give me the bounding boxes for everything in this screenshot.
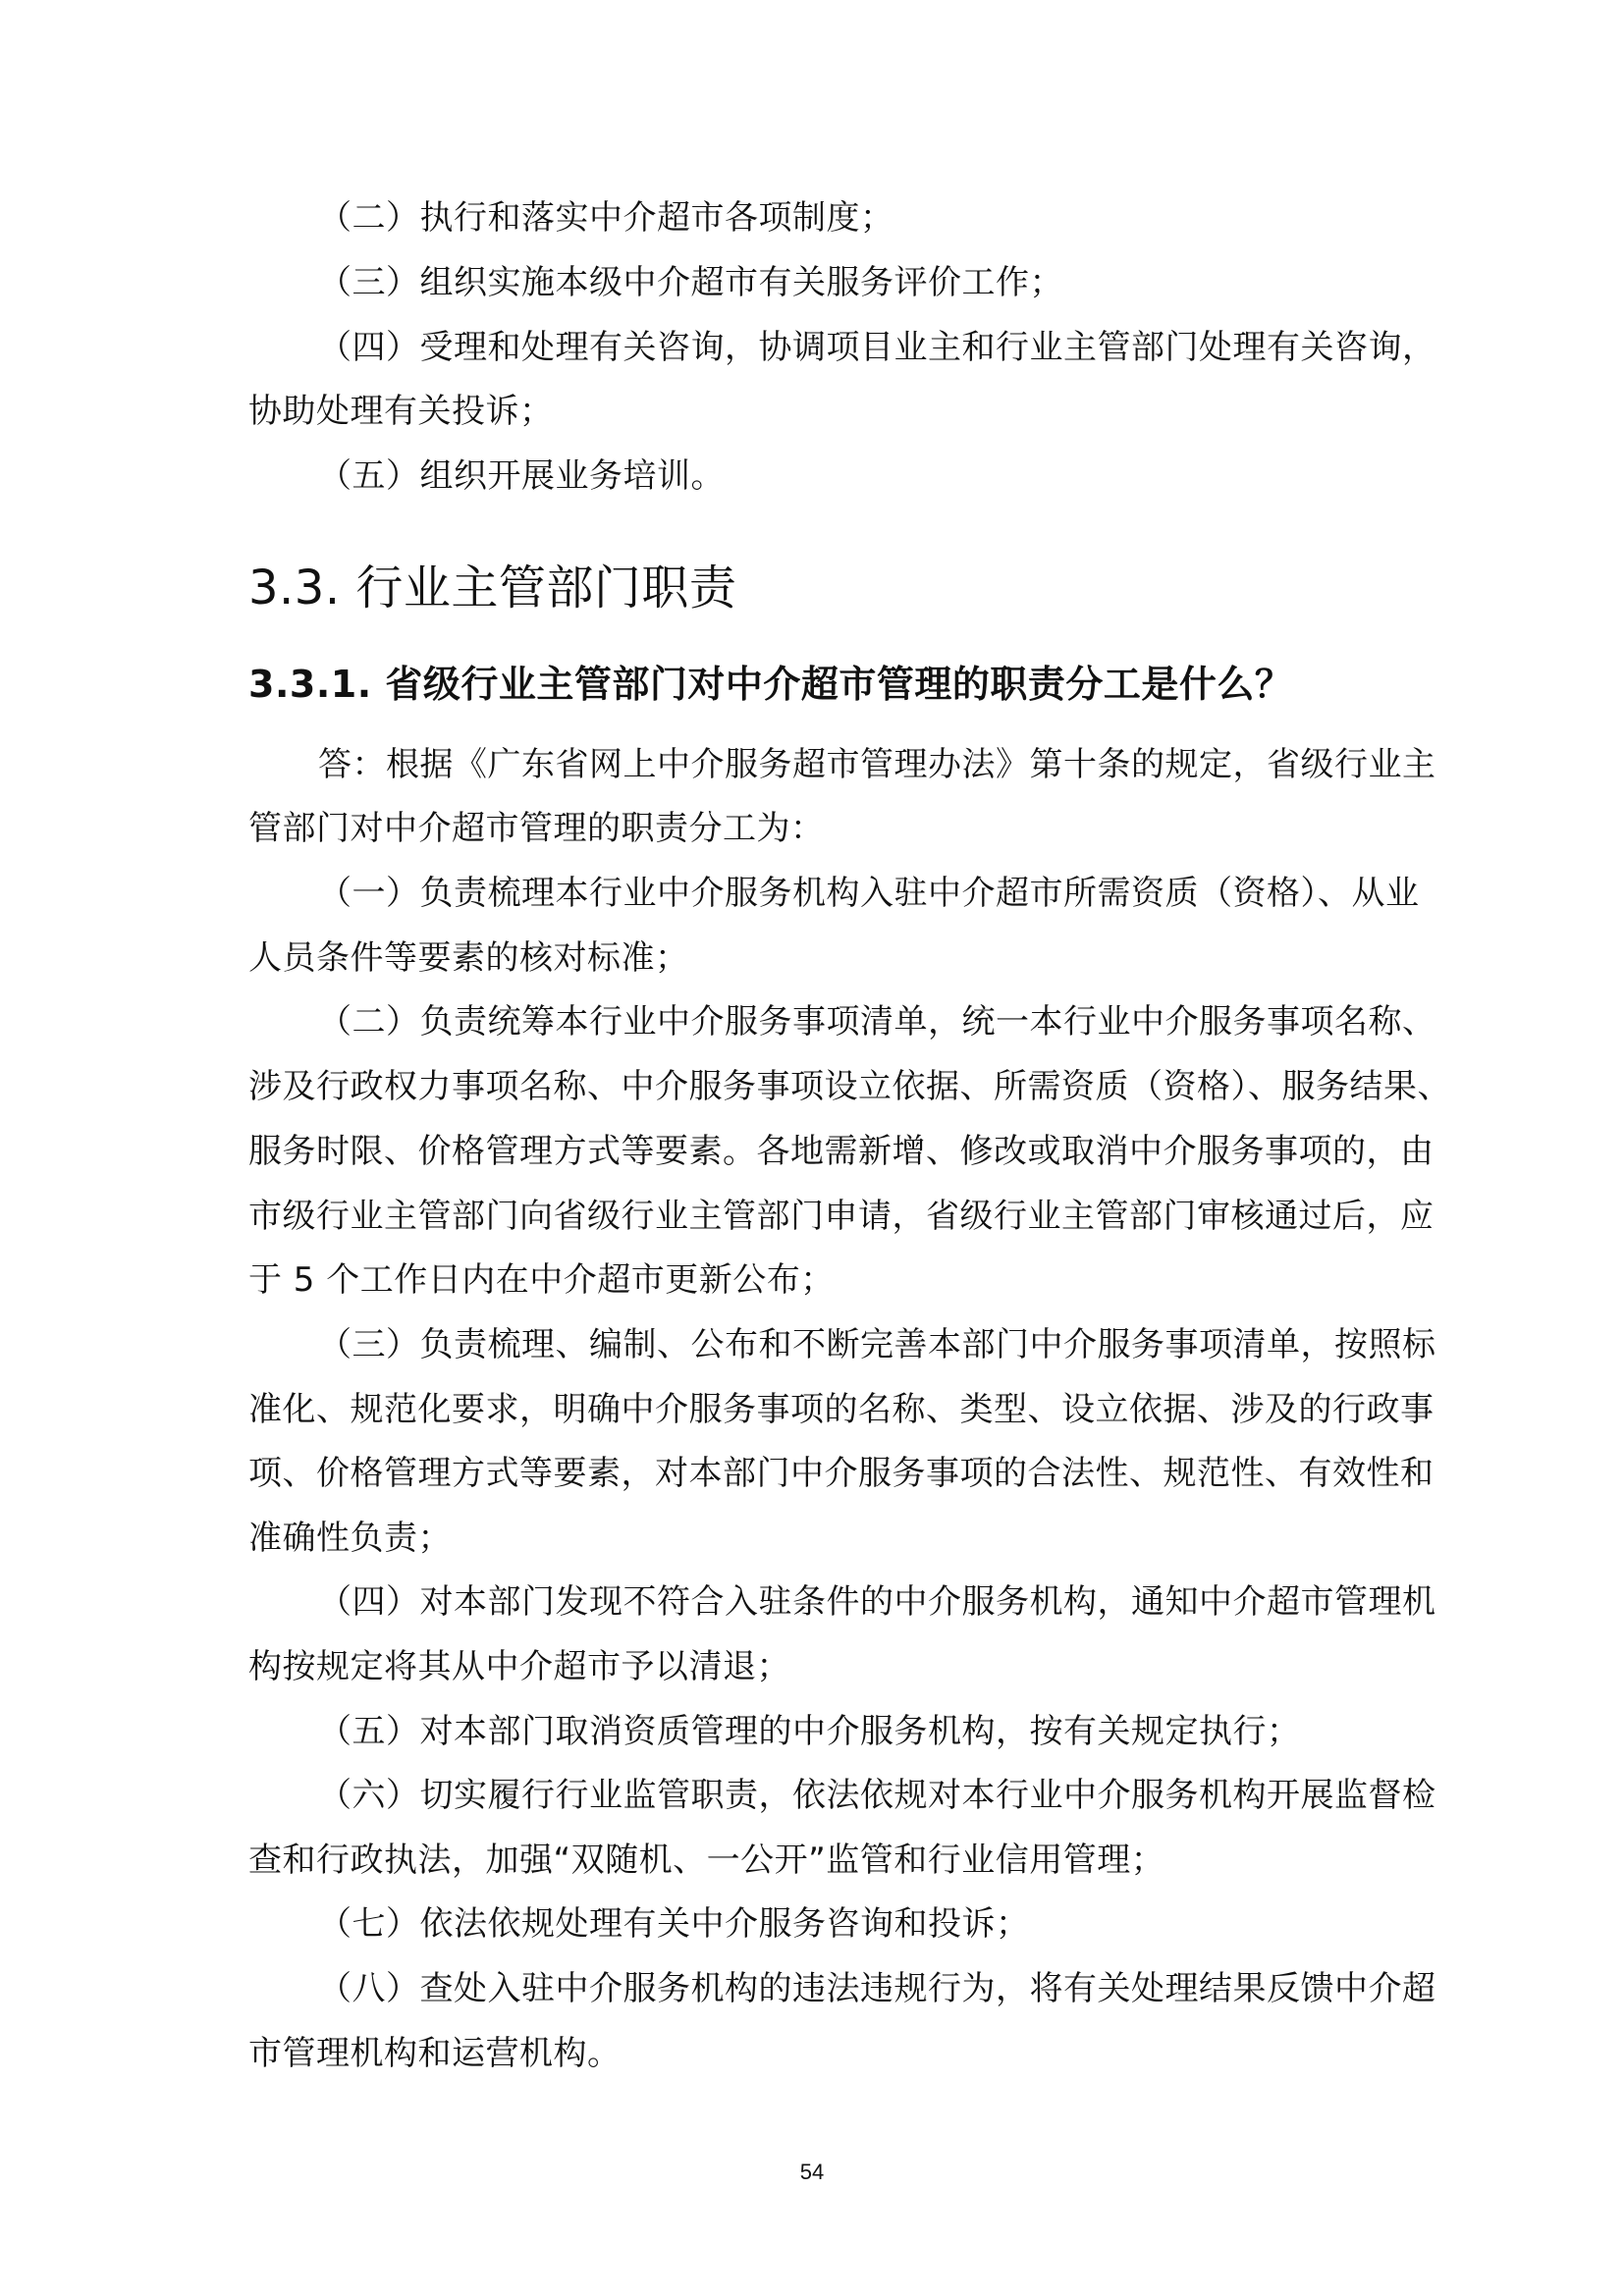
body-line: 市管理机构和运营机构。 xyxy=(248,2034,622,2073)
body-line: 准化、规范化要求，明确中介服务事项的名称、类型、设立依据、涉及的行政事 xyxy=(248,1390,1435,1429)
intro-item-4: （四）受理和处理有关咨询，协调项目业主和行业主管部门处理有关咨询， xyxy=(318,328,1436,367)
section-heading: 3.3. 行业主管部门职责 xyxy=(248,561,737,615)
body-line: 于 5 个工作日内在中介超市更新公布； xyxy=(248,1260,835,1300)
intro-item-3: （三）组织实施本级中介超市有关服务评价工作； xyxy=(318,263,1063,302)
body-line: （一）负责梳理本行业中介服务机构入驻中介超市所需资质（资格）、从业 xyxy=(318,874,1420,913)
body-line: 管部门对中介超市管理的职责分工为： xyxy=(248,809,825,848)
body-line: 答：根据《广东省网上中介服务超市管理办法》第十条的规定，省级行业主 xyxy=(318,745,1436,784)
body-line: （四）对本部门发现不符合入驻条件的中介服务机构，通知中介超市管理机 xyxy=(318,1582,1436,1622)
intro-item-5: （五）组织开展业务培训。 xyxy=(318,456,725,496)
body-line: 涉及行政权力事项名称、中介服务事项设立依据、所需资质（资格）、服务结果、 xyxy=(248,1067,1451,1106)
body-line: 人员条件等要素的核对标准； xyxy=(248,938,689,978)
body-line: （六）切实履行行业监管职责，依法依规对本行业中介服务机构开展监督检 xyxy=(318,1776,1436,1815)
body-line: （三）负责梳理、编制、公布和不断完善本部门中介服务事项清单，按照标 xyxy=(318,1325,1436,1364)
body-line: 项、价格管理方式等要素，对本部门中介服务事项的合法性、规范性、有效性和 xyxy=(248,1454,1435,1493)
body-line: （七）依法依规处理有关中介服务咨询和投诉； xyxy=(318,1904,1030,1944)
body-line: 市级行业主管部门向省级行业主管部门申请，省级行业主管部门审核通过后，应 xyxy=(248,1197,1435,1236)
body-line: （五）对本部门取消资质管理的中介服务机构，按有关规定执行； xyxy=(318,1712,1301,1751)
body-line: （八）查处入驻中介服务机构的违法违规行为，将有关处理结果反馈中介超 xyxy=(318,1969,1436,2008)
body-line: 构按规定将其从中介超市予以清退； xyxy=(248,1647,790,1686)
intro-item-2: （二）执行和落实中介超市各项制度； xyxy=(318,198,894,238)
subsection-heading: 3.3.1. 省级行业主管部门对中介超市管理的职责分工是什么？ xyxy=(248,663,1293,706)
body-line: （二）负责统筹本行业中介服务事项清单，统一本行业中介服务事项名称、 xyxy=(318,1002,1436,1041)
intro-item-4-continued: 协助处理有关投诉； xyxy=(248,392,554,431)
body-line: 准确性负责； xyxy=(248,1519,452,1558)
page-number: 54 xyxy=(799,2160,825,2184)
body-line: 查和行政执法，加强“双随机、一公开”监管和行业信用管理； xyxy=(248,1841,1165,1880)
body-line: 服务时限、价格管理方式等要素。各地需新增、修改或取消中介服务事项的，由 xyxy=(248,1132,1435,1171)
